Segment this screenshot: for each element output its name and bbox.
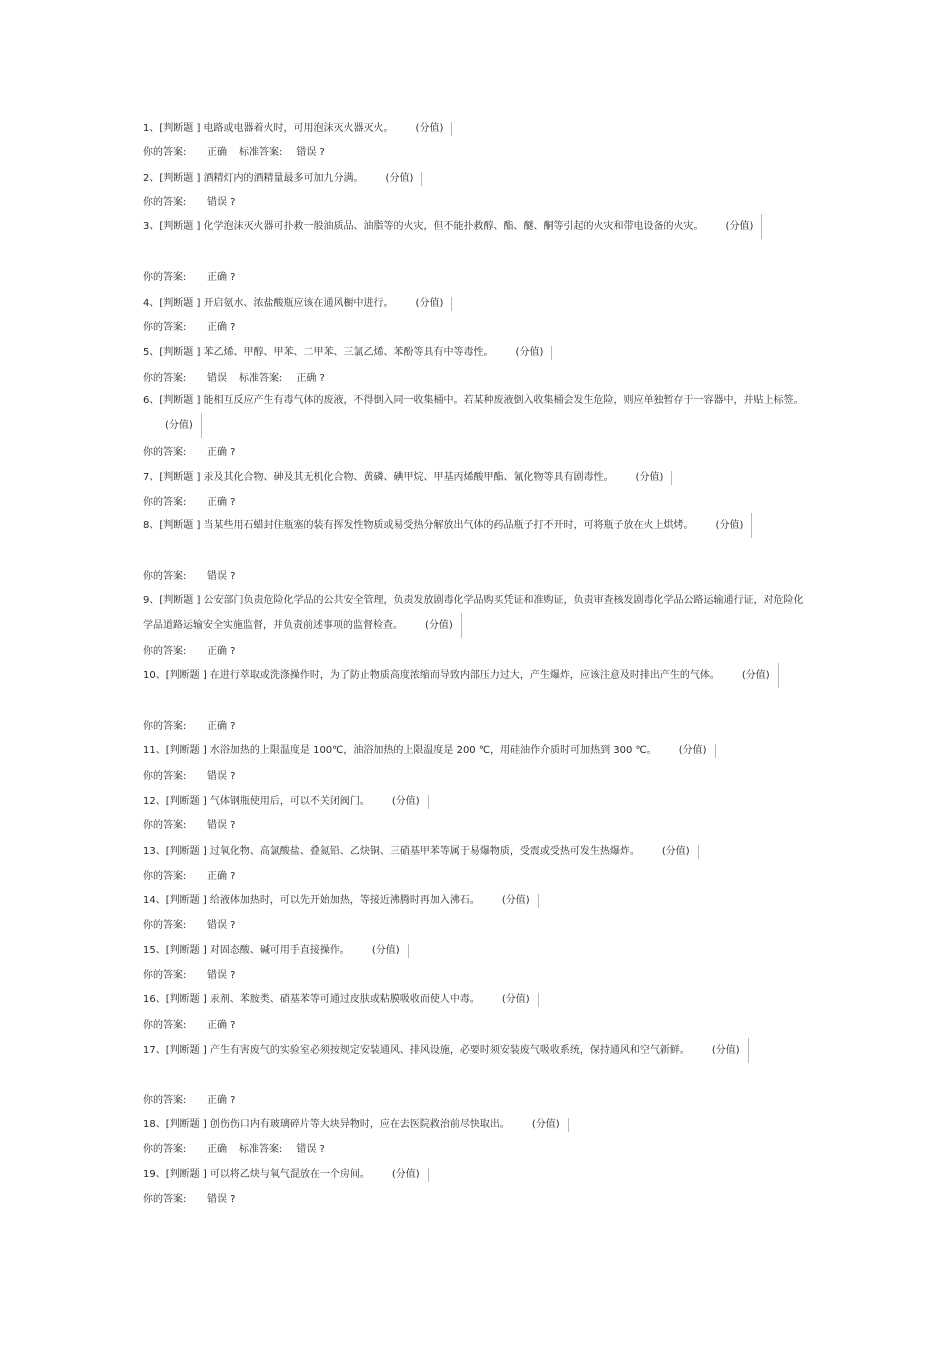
question-type-tag: [判断题 ]: [159, 221, 201, 232]
answer-line: [143, 919, 236, 933]
answer-line: [143, 870, 236, 884]
question-number: 11、: [143, 745, 166, 756]
your-answer-label: 你的答案:: [143, 571, 187, 582]
question-number: 6、: [143, 395, 160, 406]
question-line: [143, 346, 808, 360]
your-answer-label: 你的答案:: [143, 771, 187, 782]
question-type-tag: [判断题 ]: [159, 595, 201, 606]
question-line: [143, 744, 808, 758]
your-answer-value: 错误 ?: [207, 970, 236, 981]
your-answer-value: 错误: [207, 373, 227, 384]
question-line: [143, 214, 808, 239]
your-answer-label: 你的答案:: [143, 1095, 187, 1106]
standard-answer-value: 错误 ?: [296, 147, 325, 158]
your-answer-value: 正确 ?: [207, 646, 236, 657]
answer-line: [143, 819, 236, 833]
your-answer-label: 你的答案:: [143, 920, 187, 931]
standard-answer-value: 正确 ?: [296, 373, 325, 384]
your-answer-value: 正确 ?: [207, 871, 236, 882]
question-score: (分值): [679, 744, 716, 758]
your-answer-label: 你的答案:: [143, 497, 187, 508]
question-line: [143, 845, 808, 859]
your-answer-value: 正确 ?: [207, 1020, 236, 1031]
question-number: 18、: [143, 1119, 166, 1130]
question-number: 7、: [143, 472, 160, 483]
question-score: (分值): [416, 122, 453, 136]
your-answer-value: 正确 ?: [207, 497, 236, 508]
question-text: 过氧化物、高氯酸盐、叠氮铅、乙炔铜、三硝基甲苯等属于易爆物质，受震或受热可发生热爆炸。: [209, 846, 640, 857]
your-answer-value: 正确: [207, 1144, 227, 1155]
question-text: 给液体加热时，可以先开始加热，等接近沸腾时再加入沸石。: [209, 895, 480, 906]
question-text: 对固态酸、碱可用手直接操作。: [209, 945, 350, 956]
your-answer-value: 正确 ?: [207, 447, 236, 458]
question-text: 公安部门负责危险化学品的公共安全管理，负责发放剧毒化学品购买凭证和准购证，负责审查核发剧毒化学品公路运输通行证，对危险化学品道路运输安全实施监督，并负责前述事项的监督检查。: [143, 595, 804, 631]
question-type-tag: [判断题 ]: [165, 846, 207, 857]
answer-line: [143, 1193, 236, 1207]
answer-line: [143, 770, 236, 784]
question-type-tag: [判断题 ]: [159, 173, 201, 184]
question-number: 12、: [143, 796, 166, 807]
answer-line: [143, 146, 325, 160]
question-score: (分值): [392, 1168, 429, 1182]
your-answer-label: 你的答案:: [143, 272, 187, 283]
question-type-tag: [判断题 ]: [165, 670, 207, 681]
question-line: [143, 663, 808, 688]
question-text: 电路或电器着火时，可用泡沫灭火器灭火。: [203, 123, 394, 134]
question-type-tag: [判断题 ]: [165, 895, 207, 906]
question-line: [143, 172, 808, 186]
answer-line: [143, 271, 236, 285]
question-line: [143, 894, 808, 908]
question-number: 1、: [143, 123, 160, 134]
question-score: (分值): [516, 346, 553, 360]
question-score: (分值): [165, 413, 202, 438]
question-number: 5、: [143, 347, 160, 358]
question-line: [143, 1038, 808, 1063]
your-answer-value: 错误 ?: [207, 1194, 236, 1205]
question-score: (分值): [425, 613, 462, 638]
question-line: [143, 471, 808, 485]
your-answer-value: 错误 ?: [207, 197, 236, 208]
your-answer-label: 你的答案:: [143, 1020, 187, 1031]
question-line: [143, 297, 808, 311]
standard-answer-label: 标准答案:: [239, 147, 283, 158]
question-score: (分值): [502, 894, 539, 908]
standard-answer-value: 错误 ?: [296, 1144, 325, 1155]
question-score: (分值): [726, 214, 763, 239]
your-answer-label: 你的答案:: [143, 447, 187, 458]
question-text: 产生有害废气的实验室必须按规定安装通风、排风设施，必要时须安装废气吸收系统，保持通风和空气新鲜。: [209, 1045, 690, 1056]
question-text: 当某些用石蜡封住瓶塞的装有挥发性物质或易受热分解放出气体的药品瓶子打不开时，可将瓶子放在火上烘烤。: [203, 520, 694, 531]
question-line: [143, 388, 808, 438]
your-answer-value: 正确 ?: [207, 1095, 236, 1106]
question-type-tag: [判断题 ]: [165, 945, 207, 956]
question-type-tag: [判断题 ]: [159, 472, 201, 483]
question-type-tag: [判断题 ]: [159, 347, 201, 358]
your-answer-label: 你的答案:: [143, 646, 187, 657]
answer-line: [143, 446, 236, 460]
question-number: 3、: [143, 221, 160, 232]
question-score: (分值): [662, 845, 699, 859]
your-answer-label: 你的答案:: [143, 373, 187, 384]
question-score: (分值): [742, 663, 779, 688]
your-answer-value: 正确 ?: [207, 721, 236, 732]
question-line: [143, 1168, 808, 1182]
question-line: [143, 513, 808, 538]
question-score: (分值): [502, 993, 539, 1007]
question-type-tag: [判断题 ]: [159, 298, 201, 309]
question-number: 10、: [143, 670, 166, 681]
question-number: 4、: [143, 298, 160, 309]
question-number: 13、: [143, 846, 166, 857]
question-score: (分值): [416, 297, 453, 311]
question-type-tag: [判断题 ]: [159, 520, 201, 531]
your-answer-label: 你的答案:: [143, 322, 187, 333]
your-answer-value: 错误 ?: [207, 771, 236, 782]
your-answer-label: 你的答案:: [143, 871, 187, 882]
question-line: [143, 993, 808, 1007]
your-answer-value: 错误 ?: [207, 920, 236, 931]
your-answer-label: 你的答案:: [143, 970, 187, 981]
question-number: 14、: [143, 895, 166, 906]
your-answer-value: 正确 ?: [207, 322, 236, 333]
question-score: (分值): [372, 944, 409, 958]
question-text: 酒精灯内的酒精量最多可加九分满。: [203, 173, 364, 184]
question-text: 化学泡沫灭火器可扑救一般油质品、油脂等的火灾，但不能扑救醇、酯、醚、酮等引起的火灾和带电设备的火灾。: [203, 221, 704, 232]
your-answer-label: 你的答案:: [143, 147, 187, 158]
your-answer-label: 你的答案:: [143, 197, 187, 208]
answer-line: [143, 321, 236, 335]
answer-line: [143, 570, 236, 584]
question-text: 能相互反应产生有毒气体的废液，不得倒入同一收集桶中。若某种废液倒入收集桶会发生危险，则应单独暂存于一容器中，并贴上标签。: [203, 395, 804, 406]
question-type-tag: [判断题 ]: [165, 1169, 207, 1180]
answer-line: [143, 645, 236, 659]
question-text: 汞及其化合物、砷及其无机化合物、黄磷、碘甲烷、甲基丙烯酸甲酯、氰化物等具有剧毒性。: [203, 472, 614, 483]
question-score: (分值): [636, 471, 673, 485]
your-answer-label: 你的答案:: [143, 1194, 187, 1205]
answer-line: [143, 720, 236, 734]
question-number: 16、: [143, 994, 166, 1005]
your-answer-value: 错误 ?: [207, 571, 236, 582]
question-line: [143, 944, 808, 958]
question-type-tag: [判断题 ]: [159, 395, 201, 406]
question-score: (分值): [716, 513, 753, 538]
question-number: 17、: [143, 1045, 166, 1056]
question-text: 水浴加热的上限温度是 100℃，油浴加热的上限温度是 200 ℃，用硅油作介质时可加热到 300 ℃。: [209, 745, 657, 756]
your-answer-label: 你的答案:: [143, 820, 187, 831]
your-answer-value: 正确 ?: [207, 272, 236, 283]
question-type-tag: [判断题 ]: [165, 1045, 207, 1056]
question-type-tag: [判断题 ]: [159, 123, 201, 134]
question-number: 2、: [143, 173, 160, 184]
question-type-tag: [判断题 ]: [165, 796, 207, 807]
question-number: 15、: [143, 945, 166, 956]
question-type-tag: [判断题 ]: [165, 1119, 207, 1130]
question-number: 8、: [143, 520, 160, 531]
answer-line: [143, 196, 236, 210]
question-text: 气体钢瓶使用后，可以不关闭阀门。: [209, 796, 370, 807]
question-line: [143, 795, 808, 809]
answer-line: [143, 372, 325, 386]
your-answer-value: 错误 ?: [207, 820, 236, 831]
your-answer-label: 你的答案:: [143, 1144, 187, 1155]
question-text: 开启氨水、浓盐酸瓶应该在通风橱中进行。: [203, 298, 394, 309]
answer-line: [143, 1143, 325, 1157]
your-answer-label: 你的答案:: [143, 721, 187, 732]
standard-answer-label: 标准答案:: [239, 1144, 283, 1155]
question-score: (分值): [386, 172, 423, 186]
question-score: (分值): [712, 1038, 749, 1063]
question-line: [143, 122, 808, 136]
question-text: 创伤伤口内有玻璃碎片等大块异物时，应在去医院救治前尽快取出。: [209, 1119, 510, 1130]
question-text: 汞剂、苯胺类、硝基苯等可通过皮肤或粘膜吸收而使人中毒。: [209, 994, 480, 1005]
question-number: 9、: [143, 595, 160, 606]
answer-line: [143, 969, 236, 983]
question-number: 19、: [143, 1169, 166, 1180]
answer-line: [143, 1019, 236, 1033]
question-score: (分值): [392, 795, 429, 809]
your-answer-value: 正确: [207, 147, 227, 158]
question-line: [143, 1118, 808, 1132]
answer-line: [143, 496, 236, 510]
question-text: 在进行萃取或洗涤操作时，为了防止物质高度浓缩而导致内部压力过大，产生爆炸，应该注意及时排出产生的气体。: [209, 670, 720, 681]
question-type-tag: [判断题 ]: [165, 994, 207, 1005]
question-type-tag: [判断题 ]: [165, 745, 207, 756]
question-score: (分值): [532, 1118, 569, 1132]
answer-line: [143, 1094, 236, 1108]
question-text: 可以将乙炔与氧气混放在一个房间。: [209, 1169, 370, 1180]
question-line: [143, 588, 808, 638]
standard-answer-label: 标准答案:: [239, 373, 283, 384]
question-text: 苯乙烯、甲醇、甲苯、二甲苯、三氯乙烯、苯酚等具有中等毒性。: [203, 347, 494, 358]
